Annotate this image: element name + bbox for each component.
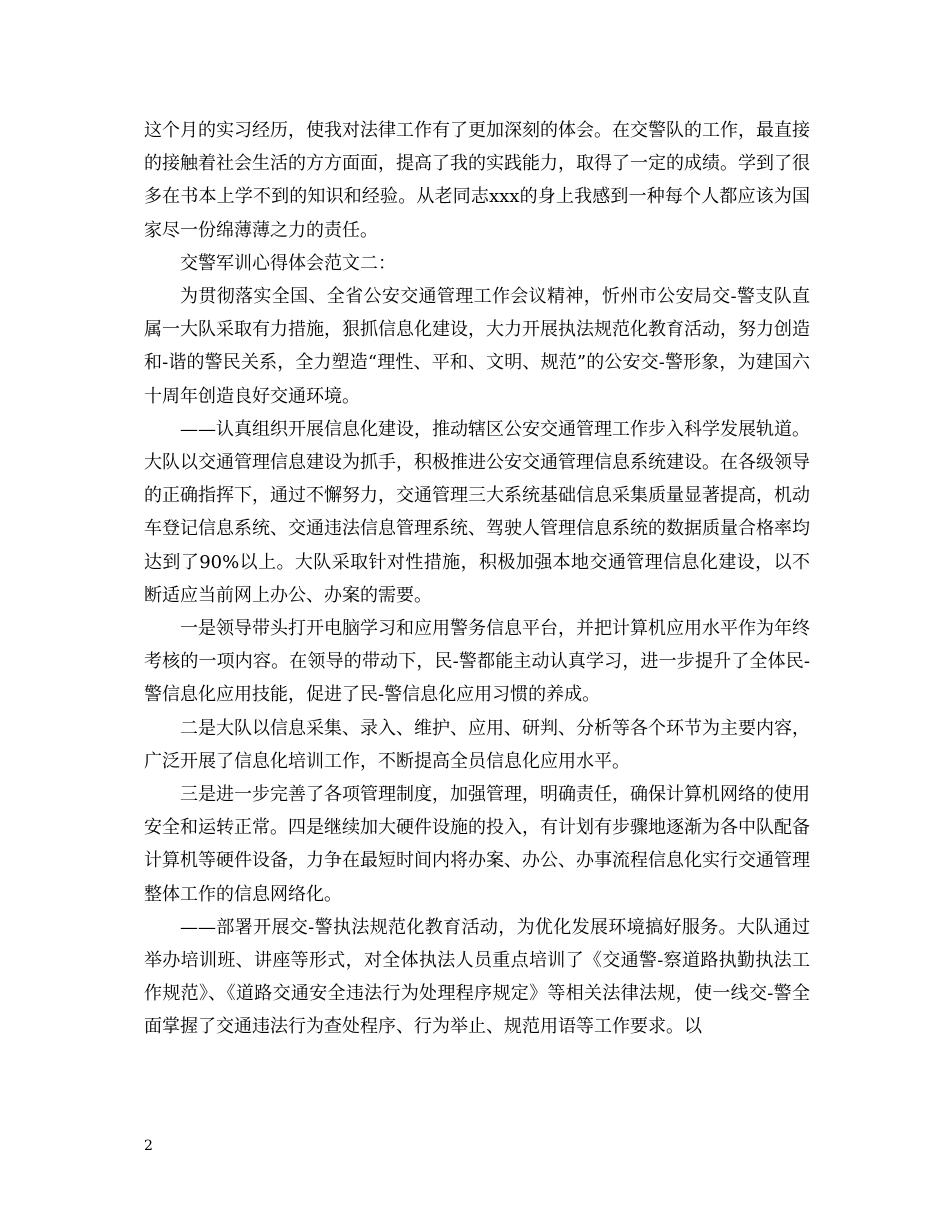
paragraph: ——认真组织开展信息化建设，推动辖区公安交通管理工作步入科学发展轨道。大队以交通管理信息建设为抓手，积极推进公安交通管理信息系统建设。在各级领导的正确指挥下，通过不懈努力，交通管理三大系统基础信息采集质量显著提高，机动车登记信息系统、交通违法信息管理系统、驾驶人管理信息系统的数据质量合格率均达到了90%以上。大队采取针对性措施，积极加强本地交通管理信息化建设，以不断适应当前网上办公、办案的需要。: [144, 418, 810, 606]
section-heading: 交警军训心得体会范文二：: [180, 252, 396, 274]
paragraph: 二是大队以信息采集、录入、维护、应用、研判、分析等各个环节为主要内容，广泛开展了信息化培训工作，不断提高全员信息化应用水平。: [144, 717, 810, 772]
paragraph: 为贯彻落实全国、全省公安交通管理工作会议精神，忻州市公安局交-警支队直属一大队采取有力措施，狠抓信息化建设，大力开展执法规范化教育活动，努力创造和-谐的警民关系，全力塑造“理性、平和、文明、规范”的公安交-警形象，为建国六十周年创造良好交通环境。: [144, 286, 810, 407]
paragraph: ——部署开展交-警执法规范化教育活动，为优化发展环境搞好服务。大队通过举办培训班、讲座等形式，对全体执法人员重点培训了《交通警-察道路执勤执法工作规范》、《道路交通安全违法行为处理程序规定》等相关法律法规，使一线交-警全面掌握了交通违法行为查处程序、行为举止、规范用语等工作要求。以: [144, 916, 810, 1038]
paragraph: 三是进一步完善了各项管理制度，加强管理，明确责任，确保计算机网络的使用安全和运转正常。四是继续加大硬件设施的投入，有计划有步骤地逐渐为各中队配备计算机等硬件设备，力争在最短时间内将办案、办公、办事流程信息化实行交通管理整体工作的信息网络化。: [144, 784, 810, 905]
paragraph: 一是领导带头打开电脑学习和应用警务信息平台，并把计算机应用水平作为年终考核的一项内容。在领导的带动下，民-警都能主动认真学习，进一步提升了全体民-警信息化应用技能，促进了民-警信息化应用习惯的养成。: [144, 618, 810, 706]
document-body: [144, 114, 810, 1044]
paragraph: 这个月的实习经历，使我对法律工作有了更加深刻的体会。在交警队的工作，最直接的接触着社会生活的方方面面，提高了我的实践能力，取得了一定的成绩。学到了很多在书本上学不到的知识和经验。从老同志xxx的身上我感到一种每个人都应该为国家尽一份绵薄薄之力的责任。: [144, 120, 810, 241]
page-number: 2: [144, 1138, 153, 1154]
